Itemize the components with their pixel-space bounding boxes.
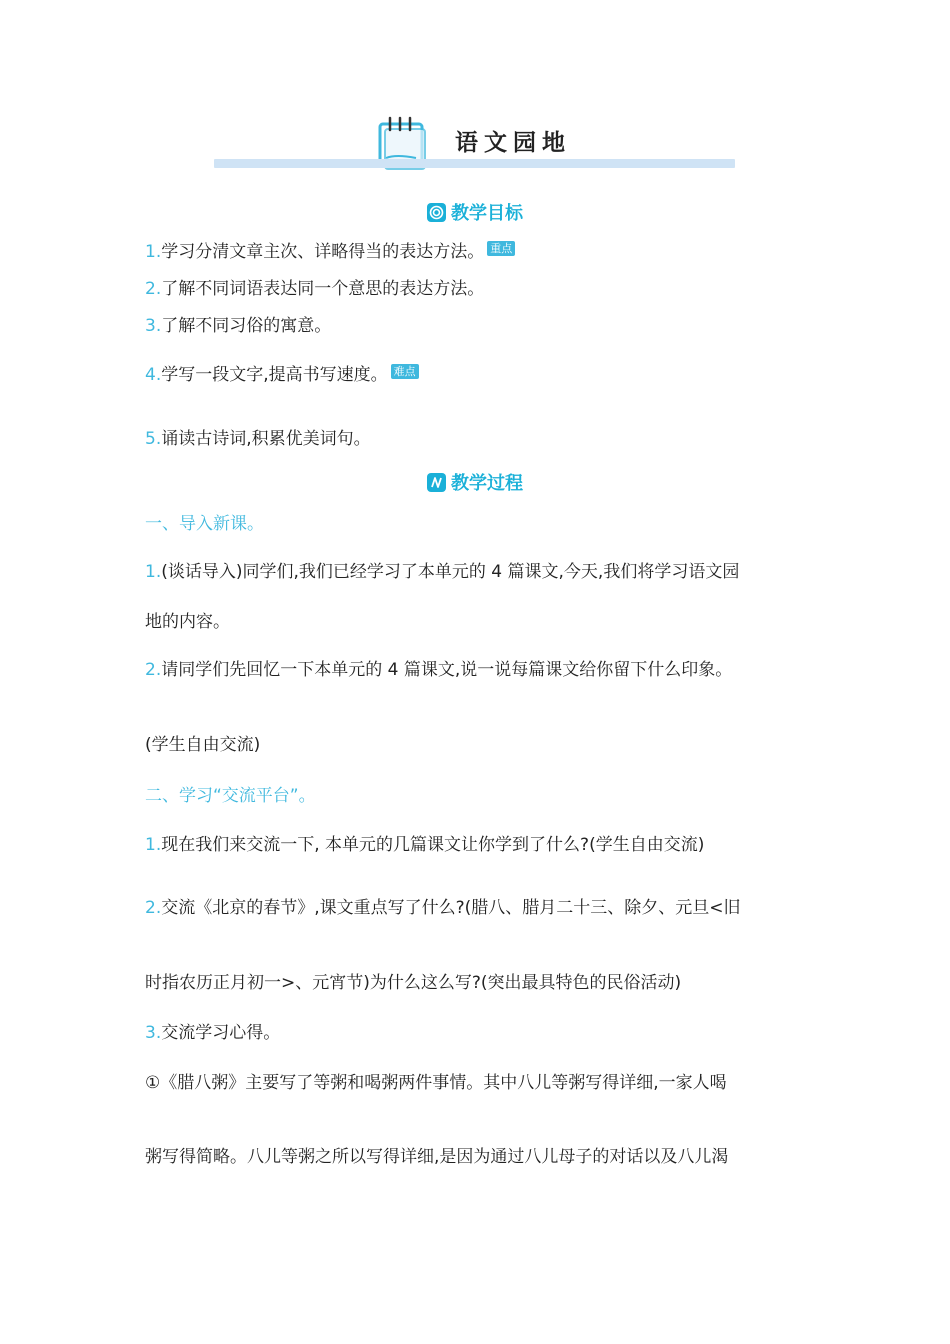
paragraph-line: 2.交流《北京的春节》,课文重点写了什么?(腊八、腊月二十三、除夕、元旦<旧 xyxy=(145,898,741,918)
process-icon xyxy=(427,473,446,492)
paragraph-line: 2.请同学们先回忆一下本单元的 4 篇课文,说一说每篇课文给你留下什么印象。 xyxy=(145,660,733,680)
page-title: 语文园地 xyxy=(455,130,571,156)
goal-item: 4.学写一段文字,提高书写速度。 难点 xyxy=(145,360,419,385)
paragraph-line: 1.现在我们来交流一下, 本单元的几篇课文让你学到了什么?(学生自由交流) xyxy=(145,835,705,855)
goal-item: 5.诵读古诗词,积累优美词句。 xyxy=(145,429,371,449)
part-heading: 二、学习“交流平台”。 xyxy=(145,786,316,806)
part-heading: 一、导入新课。 xyxy=(145,514,264,534)
paragraph-line: 3.交流学习心得。 xyxy=(145,1023,281,1043)
paragraph-line: 时指农历正月初一>、元宵节)为什么这么写?(突出最具特色的民俗活动) xyxy=(145,973,682,993)
paragraph-line: 1.(谈话导入)同学们,我们已经学习了本单元的 4 篇课文,今天,我们将学习语文园 xyxy=(145,562,740,582)
section-heading-process xyxy=(0,469,950,495)
paragraph-line: 粥写得简略。八儿等粥之所以写得详细,是因为通过八儿母子的对话以及八儿渴 xyxy=(145,1147,729,1167)
paragraph-line: (学生自由交流) xyxy=(145,735,261,755)
section-heading-text: 教学目标 xyxy=(451,203,523,224)
target-icon xyxy=(427,203,446,222)
section-heading-goals xyxy=(0,199,950,225)
goal-item: 2.了解不同词语表达同一个意思的表达方法。 xyxy=(145,279,485,299)
key-point-badge: 重点 xyxy=(487,241,515,256)
paragraph-line: 地的内容。 xyxy=(145,612,230,632)
title-underline xyxy=(214,159,735,168)
paragraph-line: ①《腊八粥》主要写了等粥和喝粥两件事情。其中八儿等粥写得详细,一家人喝 xyxy=(145,1073,727,1093)
goal-item: 1.学习分清文章主次、详略得当的表达方法。 重点 xyxy=(145,237,515,262)
goal-item: 3.了解不同习俗的寓意。 xyxy=(145,316,332,336)
section-heading-text: 教学过程 xyxy=(451,473,523,494)
difficult-point-badge: 难点 xyxy=(391,364,419,379)
